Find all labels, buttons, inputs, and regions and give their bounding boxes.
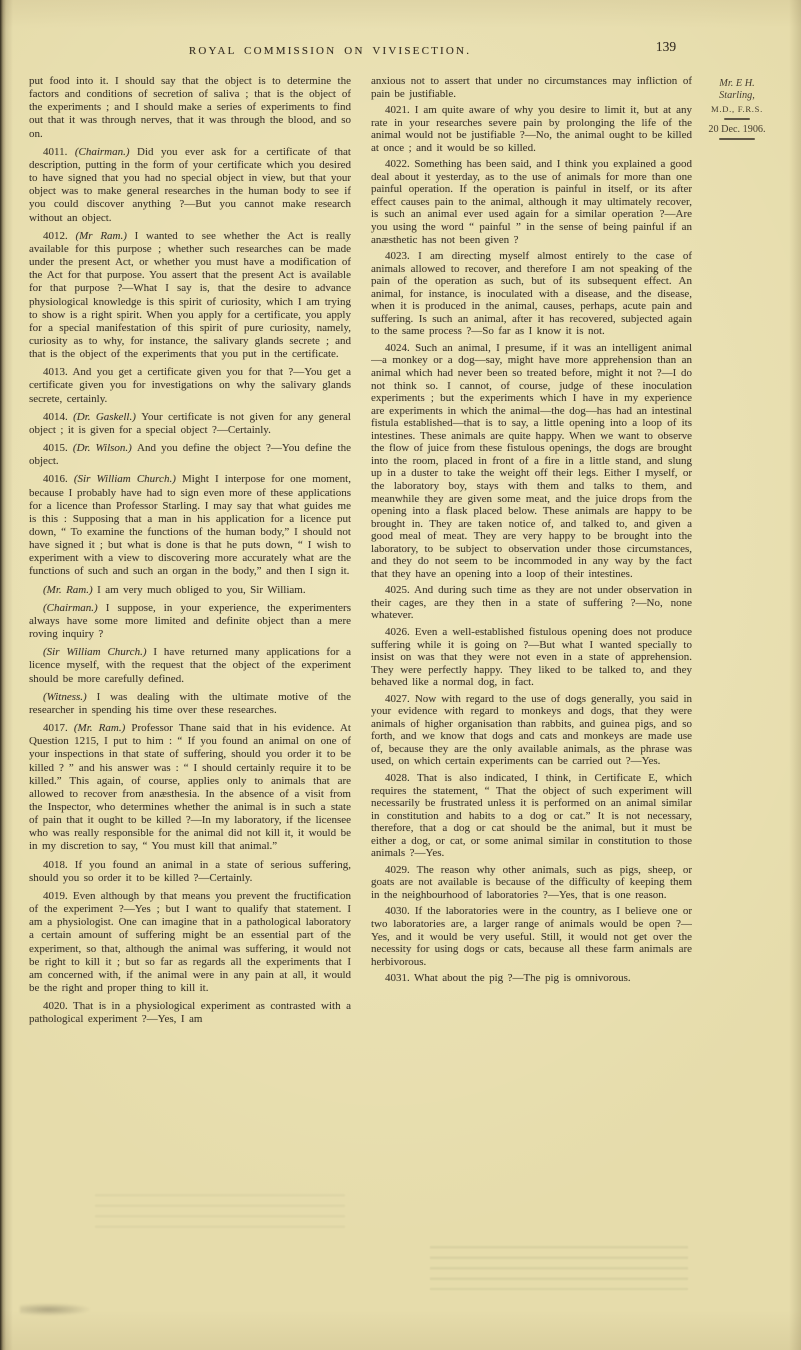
ink-smudge (20, 1303, 92, 1316)
question-number: 4028. (385, 771, 417, 784)
witness-credentials: M.D., F.R.S. (711, 104, 763, 114)
question-number: 4016. (43, 473, 74, 486)
question-number: 4029. (385, 863, 417, 876)
qa-paragraph (371, 104, 692, 154)
paragraph-text: Might I interpose for one moment, because I probably have had to sign even more of these applications for a licence than Professor Starling. I may say that what guides me is this : Supposing that a man in his application for a licence put down, “ To examine the functions of the human body,” I should not have signed it ; but what is done is that he puts down, “ I wish to experiment with a view to discovering more accurately what are the functions of such and such an organ in the body,” and then I sign it. (29, 473, 351, 578)
qa-paragraph (29, 646, 351, 685)
paragraph-text: Your certificate is not given for any general object ; it is given for a special object ?—Certainly. (29, 410, 351, 436)
qa-paragraph (371, 75, 692, 100)
question-number: 4011. (43, 145, 75, 158)
question-number: 4025. (385, 584, 415, 597)
qa-paragraph (29, 691, 351, 717)
qa-paragraph (29, 1000, 351, 1026)
qa-paragraph (371, 693, 692, 768)
paragraph-text: That is also indicated, I think, in Certificate E, which requires the statement, “ That the object of such experiment will necessarily be frustrated unless it is performed on an animal similar in constitution and habits to a dog or cat.” It is not necessary, therefore, that a dog or cat should be the animal, but it must be either a dog, or cat, or some animal similar in constitution to those animals ?—Yes. (371, 771, 692, 860)
page-number: 139 (655, 39, 677, 54)
paragraph-text: I have returned many applications for a licence myself, with the request that the object of the experiment should be more carefully defined. (29, 646, 351, 685)
paragraph-text: I was dealing with the ultimate motive of the researcher in spending his time over these researches. (29, 690, 351, 716)
speaker-name: (Mr. Ram.) (43, 583, 98, 596)
paragraph-text: Even a well-established fistulous opening does not produce suffering while it is going on ?—But what I wanted specially to insist on was that they were not even in a state of apprehension. They were perfectly happy. They liked to be talked to, and they behaved like a normal dog, in fact. (371, 625, 692, 689)
qa-paragraph (371, 905, 692, 968)
question-number: 4030. (385, 905, 415, 918)
question-number: 4031. (385, 972, 415, 985)
paragraph-text: And you define the object ?—You define the object. (29, 442, 351, 468)
qa-paragraph (29, 890, 351, 995)
question-number: 4026. (385, 625, 415, 638)
speaker-name: (Mr Ram.) (75, 229, 135, 242)
qa-paragraph (371, 584, 692, 622)
right-column (371, 75, 692, 1275)
paragraph-text: I wanted to see whether the Act is really available for this purpose ; whether such researches can be made under the present Act, or whether you must have a modification of the Act for that purpose. You assert that the present Act is available for that purpose ?—What I say is, that the desire to advance physiological knowledge is this spirit of curiosity, which I am trying to show is a right spirit. When you apply for a certificate, you apply for a special manifestation of this spirit of pure curiosity, namely, curiosity as to why, for instance, the salivary glands secrete ; and that is the object of the experiments that you put in the certificate. (29, 229, 351, 361)
question-number: 4021. (385, 104, 415, 117)
paragraph-text: If the laboratories were in the country, as I believe one or two laboratories are, a larger range of animals would be open ?—Yes, and it would be very useful. Still, it would not get over the necessity for using dogs or cats, because all these farm animals are herbivorous. (371, 905, 692, 968)
question-number: 4023. (385, 250, 419, 263)
question-number: 4020. (43, 1000, 74, 1013)
page-showthrough (430, 1238, 688, 1290)
paragraph-text: Something has been said, and I think you explained a good deal about it yesterday, as to the use of animals for more than one painful operation. If the operation is painful in itself, or its after effect causes pain to the animal, although it may ultimately recover, is such an animal ever used again for a similar operation ?—Are you using the word “ painful ” in the sense of being painful if an anæsthetic has not been given ? (371, 158, 692, 246)
question-number: 4022. (385, 158, 415, 171)
speaker-name: (Dr. Wilson.) (72, 442, 137, 455)
margin-rule (724, 118, 750, 120)
witness-margin-note (696, 78, 778, 144)
qa-paragraph (371, 342, 692, 580)
paragraph-text: And during such time as they are not under observation in their cages, are they then in a state of suffering ?—No, none whatever. (371, 584, 692, 622)
page-header (0, 41, 660, 59)
question-number: 4027. (385, 692, 415, 705)
paragraph-text: anxious not to assert that under no circumstances may infliction of pain be justifiable. (371, 75, 692, 100)
paragraph-text: Such an animal, I presume, if it was an intelligent animal—a monkey or a dog—say, might have more apprehension than an animal which had never been so treated before, might it not ?—I do not think so. I cannot, of course, judge of these inoculation experiments ; but the experiments which I have in my experience are experiments in which the animal—the dog—has had an intestinal fistula established—that is to say, a little opening into a loop of its intestines. These animals are quite happy. When we want to observe the flow of juice from these fistulous openings, the dogs are brought into the room, placed in front of a fire in a little stand, and slung up in a duster to take the weight off their legs. Either I myself, or the laboratory boy, stays with them and talks to them, and meanwhile they are given some meat, and the juice drops from the opening into a flask placed below. These animals are happy to be brought in. They are taken notice of, and talked to, and given a good meal of meat. They are very happy to be brought into the laboratory, to be subject to observation under those circumstances, and they do not seem to be incommoded in any way by the fact that they have an opening into a loop of their intestines. (371, 341, 692, 580)
paragraph-text: Even although by that means you prevent the fructification of the experiment ?—Yes ; but I want to qualify that statement. I am a physiologist. One can imagine that in a pathological laboratory a certain amount of suffering might be an essential part of the experiment, so that, although the animal was suffering, it would not be right to kill it ; but so far as regards all the experiments that I am concerned with, if the animal were in any pain at all, it would be the right and proper thing to kill it. (29, 889, 351, 994)
qa-paragraph (371, 158, 692, 246)
qa-paragraph (371, 250, 692, 338)
paragraph-text: And you get a certificate given you for that ?—You get a certificate given you for investigations on why the salivary glands secrete, certainly. (29, 366, 351, 405)
qa-paragraph (29, 602, 351, 641)
paragraph-text: That is in a physiological experiment as contrasted with a pathological experiment ?—Yes, I am (29, 1000, 351, 1026)
question-number: 4014. (43, 410, 74, 423)
qa-paragraph (371, 972, 692, 985)
qa-paragraph (371, 772, 692, 860)
qa-paragraph (29, 75, 351, 141)
qa-paragraph (29, 146, 351, 225)
qa-paragraph (29, 442, 351, 468)
question-number: 4017. (43, 722, 74, 735)
question-number: 4018. (43, 858, 75, 871)
speaker-name: (Mr. Ram.) (73, 722, 132, 735)
page-showthrough (95, 1186, 345, 1228)
speaker-name: (Sir William Church.) (43, 646, 154, 659)
paragraph-text: I am directing myself almost entirely to the case of animals allowed to recover, and therefore I am not speaking of the pain of the operation as such, but of its subsequent effect. An animal, for instance, is inoculated with a disease, and the disease, when it is produced in the animal, causes, perhaps, acute pain and suffering. Is such an animal, after it has recovered, subjected again to the same process ?—So far as I know it is not. (371, 250, 692, 338)
paragraph-text: Now with regard to the use of dogs generally, you said in your evidence with regard to monkeys and dogs, that they were animals of higher organisation than rabbits, and guinea pigs, and so forth, and we know that dogs and cats and monkeys are made use of, because they are the only available animals, as the phrase was used, on which certain experiments can be carried out ?—Yes. (371, 692, 692, 768)
speaker-name: (Sir William Church.) (73, 473, 182, 486)
running-title: ROYAL COMMISSION ON VIVISECTION. (188, 45, 472, 57)
speaker-name: (Chairman.) (43, 601, 106, 614)
question-number: 4013. (43, 366, 73, 379)
qa-paragraph (29, 584, 351, 597)
speaker-name: (Dr. Gaskell.) (73, 410, 142, 423)
paragraph-text: The reason why other animals, such as pigs, sheep, or goats are not available is because of the difficulty of keeping them in the neighbourhood of laboratories ?—Yes, that is one reason. (371, 863, 692, 901)
qa-paragraph (371, 626, 692, 689)
witness-name-line-1: Mr. E H. (719, 78, 755, 89)
qa-paragraph (29, 366, 351, 405)
paragraph-text: What about the pig ?—The pig is omnivorous. (414, 972, 631, 985)
qa-paragraph (29, 859, 351, 885)
qa-paragraph (29, 722, 351, 854)
question-number: 4019. (43, 889, 73, 902)
paragraph-text: I am quite aware of why you desire to limit it, but at any rate in your researches severe pain by prolonging the life of the animal would not be justifiable ?—No, the animal ought to be killed at once ; and it would be so killed. (371, 104, 692, 154)
speaker-name: (Chairman.) (74, 145, 138, 158)
question-number: 4024. (385, 341, 416, 354)
margin-rule (719, 138, 755, 140)
paragraph-text: I am very much obliged to you, Sir William. (97, 583, 306, 596)
qa-paragraph (29, 411, 351, 437)
left-column (29, 75, 351, 1270)
speaker-name: (Witness.) (43, 690, 97, 703)
question-number: 4012. (43, 229, 76, 242)
paragraph-text: Professor Thane said that in his evidence. At Question 1215, I put to him : “ If you found an animal on one of your inspections in that state of suffering, should you order it to be killed ? ” and his answer was : “ I should certainly require it to be killed.” This again, of course, applies only to animals that are allowed to recover from anæsthesia. In the absence of a visit from the Inspector, who determines whether the animal is in such a state of pain that it ought to be killed ?—In my laboratory, if the licensee who was really responsible for the animal did not kill it, it would be in my discretion to say, “ You must kill that animal.” (29, 722, 351, 853)
paragraph-text: If you found an animal in a state of serious suffering, should you so order it to be killed ?—Certainly. (29, 858, 351, 884)
witness-name-line-2: Starling, (719, 90, 755, 101)
qa-paragraph (29, 473, 351, 578)
paragraph-text: put food into it. I should say that the object is to determine the factors and conditions of secretion of saliva ; that is the object of the experiments ; and I should make a series of experiments to find out that it was through nerves, that it was through the blood, and so on. (29, 75, 351, 140)
paragraph-text: Did you ever ask for a certificate of that description, putting in the form of your certificate which you desired to have signed that you had no special object in view, but that your object was to make general researches in the human body to see if you could discover anything ?—But you cannot make research without an object. (29, 145, 351, 224)
qa-paragraph (29, 230, 351, 362)
question-number: 4015. (43, 442, 73, 455)
paragraph-text: I suppose, in your experience, the experimenters always have some more limited and definite object than a mere roving inquiry ? (29, 601, 351, 641)
qa-paragraph (371, 864, 692, 902)
hearing-date: 20 Dec. 1906. (708, 124, 766, 135)
